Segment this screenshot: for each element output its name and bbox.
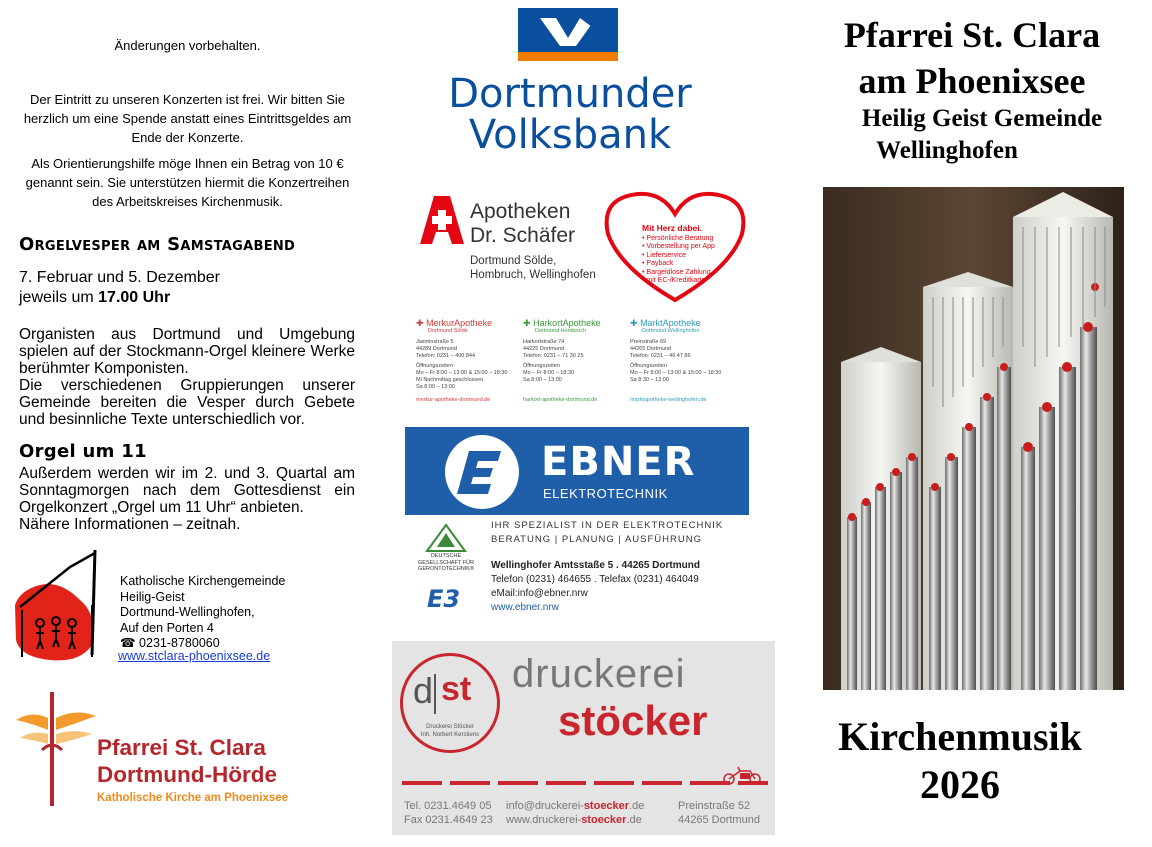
ebner-details — [491, 519, 741, 619]
orgel11-p1: Außerdem werden wir im 2. und 3. Quartal am Sonntagmorgen nach dem Gottesdienst ein Orgelkonzert „Orgel um 11 Uhr“ anbieten. — [19, 465, 355, 516]
section-orgelvesper-body — [19, 326, 355, 428]
volksbank-line2: Volksbank — [468, 112, 672, 158]
branch-web[interactable]: harkort-apotheke-dortmund.de — [523, 397, 598, 403]
ebner-phone: Telefon (0231) 464655 . Telefax (0231) 464049 — [491, 574, 699, 585]
ebner-tagline-2: BERATUNG | PLANUNG | AUSFÜHRUNG — [491, 534, 703, 545]
druckerei-logo-divider — [434, 674, 436, 714]
volksbank-logo-mark — [518, 8, 618, 52]
volksbank-wordmark — [420, 71, 720, 158]
branch-name: ✚ HarkortApotheke — [523, 318, 601, 328]
druckerei-phone-block — [404, 799, 493, 827]
entry-paragraph-1: Der Eintritt zu unseren Konzerten ist frei. Wir bitten Sie herzlich um eine Spende anstatt eines Eintrittsgeldes am Ende der Konzerte. — [23, 92, 352, 145]
branch-harkort — [523, 318, 628, 404]
orgelvesper-time: jeweils um 17.00 Uhr — [19, 289, 171, 306]
druckerei-logo-st: st — [441, 670, 472, 708]
apotheke-locations-2: Hombruch, Wellinghofen — [470, 269, 596, 281]
parish-subtitle — [822, 103, 1142, 135]
druckerei-word: druckerei — [512, 652, 686, 696]
footer-title — [800, 713, 1120, 809]
section-orgel11-title: Orgel um 11 — [19, 441, 147, 462]
branch-hours: Mo – Fr 8:00 – 18:30 — [523, 370, 575, 376]
apotheke-name — [470, 200, 575, 248]
branch-tel: Telefon: 0231 – 71 30 25 — [523, 353, 584, 359]
branch-city: 44225 Dortmund — [523, 346, 564, 352]
website-link[interactable]: www.stclara-phoenixsee.de — [118, 649, 271, 663]
branch-tel: Telefon: 0231 – 46 47 86 — [630, 353, 691, 359]
heart-item: • mit EC-/Kreditkarte — [642, 277, 706, 284]
apotheke-a-icon — [418, 194, 466, 246]
branch-name: ✚ MerkurApotheke — [416, 318, 493, 328]
branch-hours: Sa 8:00 – 13:00 — [523, 377, 562, 383]
entry-paragraph-2: Als Orientierungshilfe möge Ihnen ein Betrag von 10 € genannt sein. Sie unterstützen hiermit die Konzertreihen des Arbeitskreises Kirchenmusik. — [25, 156, 350, 209]
contact-line-2: Heilig-Geist — [120, 589, 185, 604]
apotheke-locations-1: Dortmund Sölde, — [470, 255, 557, 267]
section-orgelvesper-title: Orgelvesper am Samstagabend — [19, 234, 296, 255]
ebner-banner — [405, 427, 749, 515]
druckerei-address-block — [678, 799, 760, 827]
druckerei-logo-d: d — [413, 670, 434, 711]
st-clara-logo-tagline: Katholische Kirche am Phoenixsee — [97, 792, 289, 804]
parish-subtitle-line1: Heilig Geist Gemeinde — [861, 105, 1103, 132]
branch-hours: Mo – Fr 8:00 – 13:00 & 15:00 – 18:30 — [416, 370, 508, 376]
organ-pipes-photo — [823, 187, 1124, 690]
branch-addr: Preinstraße 69 — [630, 339, 667, 345]
parish-title-line2: am Phoenixsee — [858, 61, 1086, 101]
druckerei-ad — [392, 641, 775, 835]
cross-icon: ✚ — [630, 318, 638, 328]
heart-item: • Payback — [642, 260, 674, 267]
druckerei-web[interactable]: www.druckerei-stoecker.de — [506, 814, 642, 826]
branch-hours: Mi Nachmittag geschlossen — [416, 377, 484, 383]
parish-subtitle-2: Wellinghofen — [876, 137, 1018, 164]
volksbank-v-icon — [518, 8, 618, 52]
branch-addr: Jasminstraße 5 — [416, 339, 454, 345]
druckerei-logo-sub1: Druckerei Stöcker — [426, 724, 474, 730]
ebner-ad — [405, 427, 749, 630]
apotheke-heart-list — [642, 224, 715, 286]
branch-hours-label: Öffnungszeiten — [416, 363, 453, 369]
orgelvesper-p2: Die verschiedenen Gruppierungen unserer Gemeinde bereiten die Vesper durch Gebete und besinnliche Texte unterschiedlich vor. — [19, 377, 355, 428]
footer-title-year: 2026 — [920, 762, 1000, 807]
branch-hours: Mo – Fr 8:00 – 13:00 & 15:00 – 18:30 — [630, 370, 722, 376]
druckerei-email[interactable]: info@druckerei-stoecker.de — [506, 800, 645, 812]
branch-merkur — [416, 318, 521, 404]
druckerei-logo-sub — [407, 724, 493, 739]
ebner-name: EBNER — [541, 439, 696, 485]
orgel11-p2: Nähere Informationen – zeitnah. — [19, 516, 241, 533]
ebner-address: Wellinghofer Amtsstaße 5 . 44265 Dortmund — [491, 560, 700, 571]
parish-title-line1: Pfarrei St. Clara — [843, 15, 1101, 55]
branch-hours: Sa 8:00 – 13:00 — [416, 384, 455, 390]
st-clara-logo-line1: Pfarrei St. Clara — [97, 735, 266, 760]
druckerei-logo-circle — [400, 653, 500, 753]
heart-title: Mit Herz dabei. — [642, 223, 702, 233]
ebner-email[interactable]: eMail:info@ebner.nrw — [491, 588, 588, 599]
branch-area: Dortmund Wellinghofen — [642, 328, 700, 334]
cross-icon: ✚ — [523, 318, 531, 328]
volksbank-orange-bar — [518, 52, 618, 61]
parish-title — [812, 12, 1132, 104]
druckerei-tel: Tel. 0231.4649 05 — [404, 800, 492, 812]
section-orgel11-body — [19, 465, 355, 533]
apotheke-ad — [404, 188, 749, 408]
branch-tel: Telefon: 0231 – 400 844 — [416, 353, 476, 359]
branch-web[interactable]: marktapotheke-wellinghofen.de — [630, 397, 707, 403]
e3-logo: E3 — [427, 585, 461, 613]
st-clara-logo-text — [97, 734, 277, 788]
contact-line-4: Auf den Porten 4 — [120, 620, 214, 635]
church-community-logo — [10, 545, 105, 665]
branch-city: 44265 Dortmund — [630, 346, 671, 352]
st-clara-logo-line2: Dortmund-Hörde — [97, 762, 277, 787]
branch-hours-label: Öffnungszeiten — [523, 363, 560, 369]
ebner-tagline-1: IHR SPEZIALIST IN DER ELEKTROTECHNIK — [491, 520, 724, 531]
apotheke-name-2: Dr. Schäfer — [470, 224, 576, 247]
section-orgelvesper-schedule — [19, 268, 359, 308]
contact-block — [120, 574, 350, 652]
dgg-triangle-icon — [425, 523, 467, 553]
ebner-sub: ELEKTROTECHNIK — [543, 486, 668, 501]
ebner-e-logo-icon — [443, 433, 521, 511]
branch-area: Dortmund Hombruch — [535, 328, 587, 334]
st-clara-cross-logo — [12, 690, 98, 808]
apotheke-name-1: Apotheken — [470, 200, 571, 223]
contact-line-3: Dortmund-Wellinghofen, — [120, 605, 255, 619]
heart-item: • Lieferservice — [642, 251, 687, 259]
branch-markt — [630, 318, 746, 404]
druckerei-logo-sub2: Inh. Norbert Kerstiens — [420, 731, 480, 738]
apotheke-branches — [416, 318, 746, 406]
druckerei-street: Preinstraße 52 — [678, 800, 751, 812]
branch-area: Dortmund Sölde — [428, 328, 468, 334]
druckerei-fax: Fax 0231.4649 23 — [404, 814, 493, 826]
druckerei-web-block — [506, 799, 644, 827]
branch-city: 44289 Dortmund — [416, 346, 457, 352]
heart-item: • Persönliche Beratung — [642, 234, 714, 242]
branch-hours: Sa 8:30 – 13:00 — [630, 377, 669, 383]
druckerei-red-dash-line — [402, 781, 768, 785]
notice-text: Änderungen vorbehalten. — [114, 38, 261, 53]
contact-phone: ☎ 0231-8780060 — [120, 636, 220, 650]
branch-web[interactable]: merkur-apotheke-dortmund.de — [416, 397, 491, 403]
druckerei-city: 44265 Dortmund — [678, 814, 760, 826]
heart-item: • Bargeldlose Zahlung — [642, 268, 711, 276]
heart-item: • Vorbestellung per App — [642, 243, 715, 250]
stoecker-word: stöcker — [558, 697, 708, 744]
dgg-text: DEUTSCHE GESELLSCHAFT FÜR GERONTOTECHNIK® — [417, 553, 475, 572]
footer-title-line1: Kirchenmusik — [838, 714, 1082, 759]
volksbank-line1: Dortmunder — [448, 71, 692, 117]
branch-hours-label: Öffnungszeiten — [630, 363, 667, 369]
branch-addr: Harkortstraße 74 — [523, 339, 565, 345]
orgelvesper-p1: Organisten aus Dortmund und Umgebung spielen auf der Stockmann-Orgel kleinere Werke berühmter Komponisten. — [19, 326, 355, 377]
cross-icon: ✚ — [416, 318, 424, 328]
contact-line-1: Katholische Kirchengemeinde — [120, 574, 286, 588]
apotheke-locations — [470, 254, 596, 282]
branch-name: ✚ MarktApotheke — [630, 318, 701, 328]
ebner-web[interactable]: www.ebner.nrw — [491, 602, 559, 613]
orgelvesper-dates: 7. Februar und 5. Dezember — [19, 269, 220, 286]
